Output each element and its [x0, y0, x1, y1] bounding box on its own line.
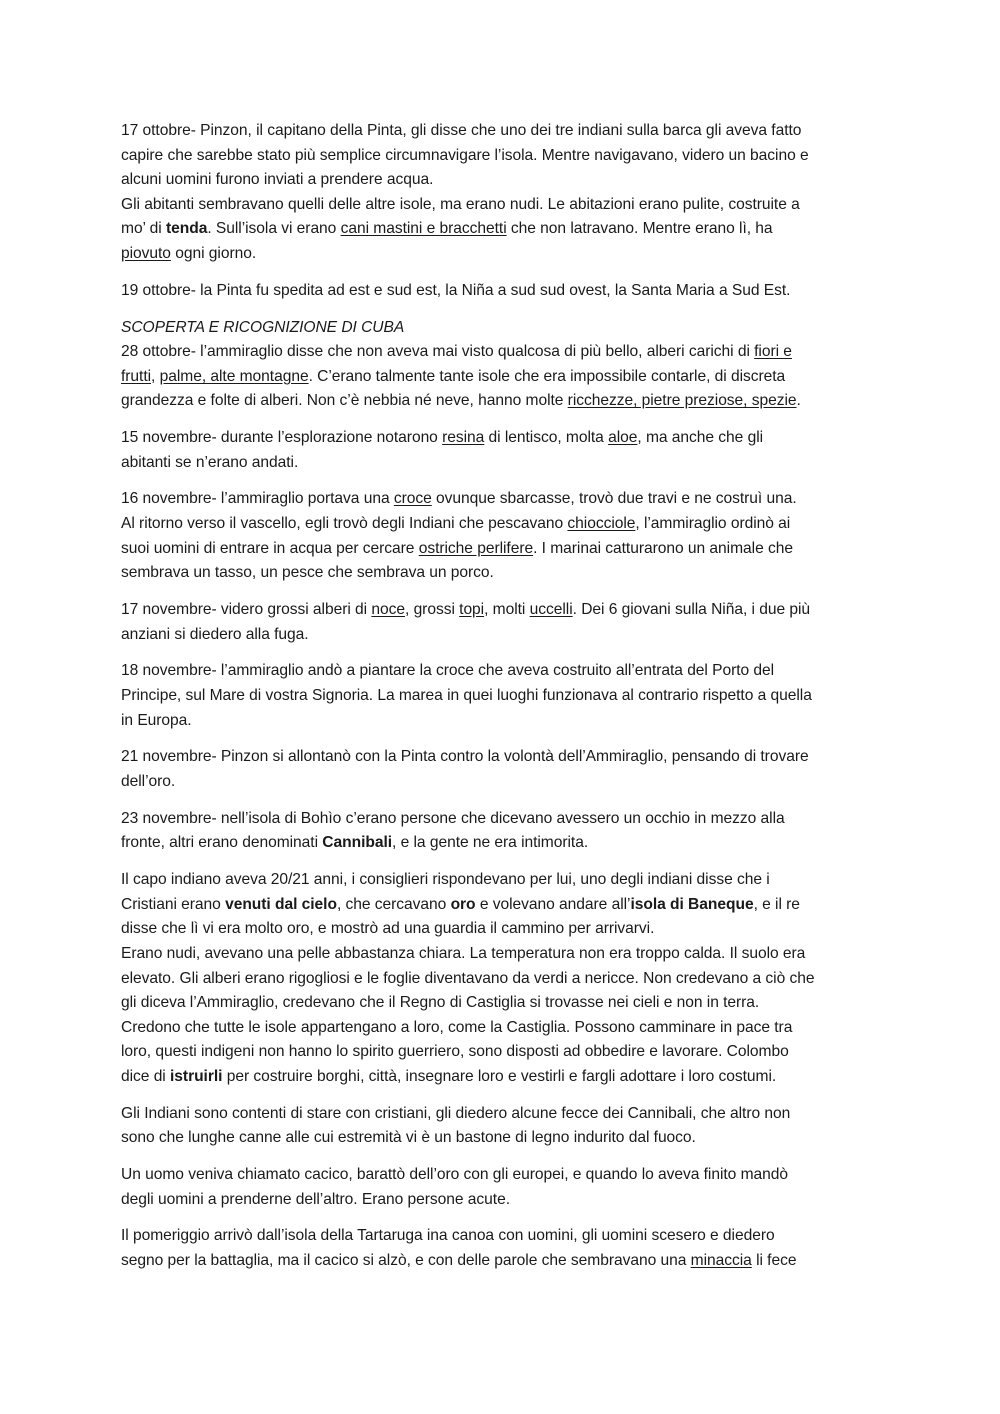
text-line: [121, 1065, 886, 1090]
text-run: e volevano andare all’: [475, 895, 631, 913]
text-line: [121, 1224, 886, 1249]
paragraph: [121, 745, 886, 794]
text-line: [121, 991, 886, 1016]
text-line: [121, 770, 886, 795]
text-line: [121, 745, 886, 770]
text-line: [121, 709, 886, 734]
text-line: [121, 168, 886, 193]
text-run: Gli abitanti sembravano quelli delle altre isole, ma erano nudi. Le abitazioni erano pulite, costruite a: [121, 195, 800, 213]
text-run: , ma anche che gli: [637, 429, 764, 447]
text-run: . Dei 6 giovani sulla Niña, i due più: [572, 601, 811, 619]
text-run: alcuni uomini furono inviati a prendere acqua.: [121, 171, 434, 189]
text-run: Un uomo veniva chiamato cacico, barattò dell’oro con gli europei, e quando lo aveva finito mandò: [121, 1166, 789, 1184]
paragraph: [121, 316, 886, 414]
text-run: Il pomeriggio arrivò dall’isola della Tartaruga ina canoa con uomini, gli uomini scesero e diedero: [121, 1227, 775, 1245]
text-line: [121, 193, 886, 218]
text-line: [121, 1040, 886, 1065]
italic-heading: SCOPERTA E RICOGNIZIONE DI CUBA: [121, 318, 405, 336]
underlined-text: chiocciole: [567, 515, 636, 533]
text-line: [121, 598, 886, 623]
text-run: Erano nudi, avevano una pelle abbastanza chiara. La temperatura non era troppo calda. Il suolo era: [121, 944, 806, 962]
text-run: 15 novembre- durante l’esplorazione notarono: [121, 429, 443, 447]
text-line: [121, 868, 886, 893]
bold-text: istruirli: [170, 1067, 223, 1085]
underlined-text: croce: [393, 490, 432, 508]
text-run: anziani si diedero alla fuga.: [121, 625, 309, 643]
bold-text: tenda: [166, 220, 208, 238]
underlined-text: resina: [442, 429, 485, 447]
paragraph: [121, 1163, 886, 1212]
text-run: , molti: [484, 601, 530, 619]
text-line: [121, 537, 886, 562]
text-line: [121, 942, 886, 967]
text-line: [121, 512, 886, 537]
text-run: segno per la battaglia, ma il cacico si alzò, e con delle parole che sembravano una: [121, 1252, 691, 1269]
underlined-text: cani mastini e bracchetti: [340, 220, 507, 238]
paragraph: [121, 279, 886, 304]
underlined-text: topi: [459, 601, 485, 619]
text-line: [121, 451, 886, 476]
text-run: gli diceva l’Ammiraglio, credevano che il Regno di Castiglia si trovasse nei cieli e non in terra.: [121, 994, 760, 1012]
text-run: Il capo indiano aveva 20/21 anni, i consiglieri rispondevano per lui, uno degli indiani disse che i: [121, 871, 770, 889]
text-run: dice di: [121, 1067, 171, 1085]
text-run: ,: [151, 367, 160, 385]
text-line: [121, 119, 886, 144]
text-run: 23 novembre- nell’isola di Bohìo c’erano persone che dicevano avessero un occhio in mezzo alla: [121, 809, 785, 827]
text-run: 17 novembre- videro grossi alberi di: [121, 601, 372, 619]
text-run: disse che lì vi era molto oro, e mostrò ad una guardia il cammino per arrivarvi.: [121, 920, 655, 938]
text-run: capire che sarebbe stato più semplice circumnavigare l’isola. Mentre navigavano, videro un bacino e: [121, 146, 809, 164]
text-line: [121, 1188, 886, 1213]
text-line: [121, 426, 886, 451]
text-line: [121, 561, 886, 586]
text-run: degli uomini a prenderne dell’altro. Erano persone acute.: [121, 1190, 510, 1208]
text-line: [121, 1126, 886, 1151]
text-run: 19 ottobre- la Pinta fu spedita ad est e sud est, la Niña a sud sud ovest, la Santa Maria a Sud Est.: [121, 281, 791, 299]
text-run: Principe, sul Mare di vostra Signoria. La marea in quei luoghi funzionava al contrario rispetto a quella: [121, 687, 812, 704]
text-run: in Europa.: [121, 711, 192, 729]
text-run: li fece: [751, 1252, 797, 1269]
text-line: [121, 1163, 886, 1188]
text-run: , grossi: [405, 601, 460, 619]
text-run: , l’ammiraglio ordinò ai: [635, 515, 791, 533]
text-run: 17 ottobre- Pinzon, il capitano della Pinta, gli disse che uno dei tre indiani sulla barca gli aveva fatto: [121, 122, 802, 139]
text-run: 18 novembre- l’ammiraglio andò a piantare la croce che aveva costruito all’entrata del Porto del: [121, 662, 775, 680]
text-run: abitanti se n’erano andati.: [121, 453, 299, 471]
text-run: mo’ di: [121, 220, 166, 238]
text-line: [121, 807, 886, 832]
bold-text: Cannibali: [322, 834, 393, 852]
text-run: loro, questi indigeni non hanno lo spirito guerriero, sono disposti ad obbedire e lavorare. Colombo: [121, 1043, 789, 1061]
text-line: [121, 967, 886, 992]
text-run: per costruire borghi, città, insegnare loro e vestirli e fargli adottare i loro costumi.: [222, 1067, 777, 1085]
paragraph: [121, 659, 886, 733]
underlined-text: minaccia: [690, 1252, 752, 1269]
text-run: ovunque sbarcasse, trovò due travi e ne costruì una.: [431, 490, 797, 508]
text-run: 16 novembre- l’ammiraglio portava una: [121, 490, 394, 508]
text-run: , che cercavano: [336, 895, 451, 913]
text-line: [121, 1249, 886, 1274]
text-run: Al ritorno verso il vascello, egli trovò degli Indiani che pescavano: [121, 515, 568, 533]
text-run: suoi uomini di entrare in acqua per cercare: [121, 539, 419, 557]
text-line: [121, 1102, 886, 1127]
text-run: dell’oro.: [121, 772, 176, 790]
text-line: [121, 365, 886, 390]
text-line: [121, 389, 886, 414]
paragraph: [121, 487, 886, 585]
bold-text: isola di Baneque: [630, 895, 754, 913]
text-run: sembrava un tasso, un pesce che sembrava un porco.: [121, 564, 494, 582]
text-run: elevato. Gli alberi erano rigogliosi e le foglie diventavano da verdi a nericce. Non credevano a ciò che: [121, 969, 815, 987]
text-run: . I marinai catturarono un animale che: [533, 539, 793, 557]
text-run: , e il re: [753, 895, 800, 913]
paragraph: [121, 1102, 886, 1151]
text-line: [121, 279, 886, 304]
text-run: fronte, altri erano denominati: [121, 834, 323, 852]
bold-text: oro: [450, 895, 476, 913]
underlined-text: noce: [371, 601, 405, 619]
bold-text: venuti dal cielo: [225, 895, 337, 913]
paragraph: [121, 426, 886, 475]
paragraph: [121, 1224, 886, 1273]
text-line: [121, 242, 886, 267]
underlined-text: uccelli: [529, 601, 573, 619]
text-line: [121, 893, 886, 918]
underlined-text: palme, alte montagne: [159, 367, 309, 385]
paragraph: [121, 119, 886, 267]
underlined-text: ostriche perlifere: [418, 539, 534, 557]
paragraph: [121, 868, 886, 1089]
text-run: .: [796, 392, 801, 410]
text-run: 21 novembre- Pinzon si allontanò con la Pinta contro la volontà dell’Ammiraglio, pensando di trovare: [121, 748, 809, 766]
text-line: [121, 316, 886, 341]
underlined-text: fiori e: [754, 343, 792, 361]
text-run: sono che lunghe canne alle cui estremità vi è un bastone di legno indurito dal fuoco.: [121, 1129, 696, 1147]
text-run: Cristiani erano: [121, 895, 226, 913]
text-line: [121, 659, 886, 684]
underlined-text: ricchezze, pietre preziose, spezie: [567, 392, 797, 410]
text-run: che non latravano. Mentre erano lì, ha: [506, 220, 773, 238]
paragraph: [121, 598, 886, 647]
underlined-text: aloe: [608, 429, 638, 447]
text-run: 28 ottobre- l’ammiraglio disse che non aveva mai visto qualcosa di più bello, alberi carichi di: [121, 343, 755, 361]
text-run: Gli Indiani sono contenti di stare con cristiani, gli diedero alcune fecce dei Cannibali, che altro non: [121, 1104, 791, 1122]
text-line: [121, 1016, 886, 1041]
text-run: di lentisco, molta: [484, 429, 609, 447]
text-line: [121, 623, 886, 648]
underlined-text: piovuto: [121, 244, 171, 262]
text-line: [121, 487, 886, 512]
paragraph: [121, 807, 886, 856]
text-run: . C’erano talmente tante isole che era impossibile contarle, di discreta: [308, 367, 786, 385]
underlined-text: frutti: [121, 367, 152, 385]
text-line: [121, 831, 886, 856]
text-line: [121, 144, 886, 169]
text-line: [121, 217, 886, 242]
text-line: [121, 340, 886, 365]
text-run: grandezza e folte di alberi. Non c’è nebbia né neve, hanno molte: [121, 392, 568, 410]
text-run: Credono che tutte le isole appartengano a loro, come la Castiglia. Possono camminare in pace tra: [121, 1018, 793, 1036]
text-run: , e la gente ne era intimorita.: [392, 834, 589, 852]
text-line: [121, 684, 886, 709]
text-run: ogni giorno.: [170, 244, 257, 262]
text-run: . Sull’isola vi erano: [207, 220, 341, 238]
text-line: [121, 917, 886, 942]
document-page: [121, 119, 886, 1286]
